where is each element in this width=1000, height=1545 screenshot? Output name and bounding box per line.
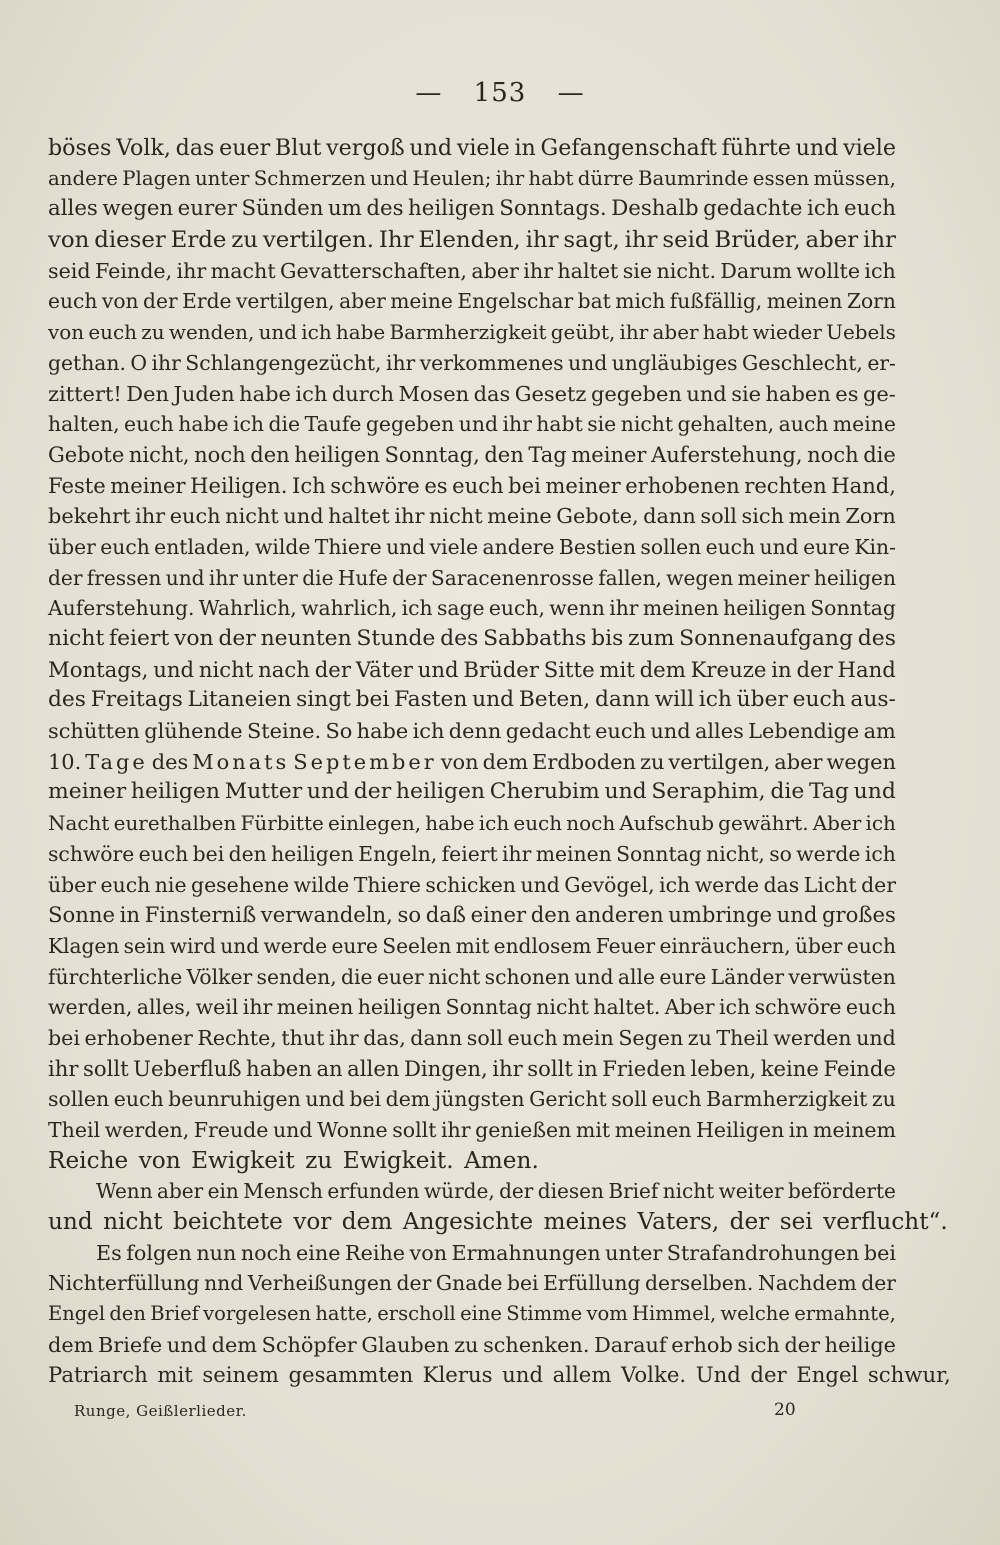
text-line: bekehrt ihr euch nicht und haltet ihr nicht meine Gebote, dann soll sich mein Zorn — [48, 504, 896, 529]
text-line: Wenn aber ein Mensch erfunden würde, der diesen Brief nicht weiter beförderte — [96, 1179, 896, 1204]
text-line: Klagen sein wird und werde eure Seelen mit endlosem Feuer einräuchern, über euch — [48, 933, 896, 958]
text-line: ihr sollt Ueberfluß haben an allen Dingen, ihr sollt in Frieden leben, keine Feinde — [48, 1055, 896, 1081]
text-line: andere Plagen unter Schmerzen und Heulen; ihr habt dürre Baumrinde essen müssen, — [48, 166, 896, 190]
text-line: Theil werden, Freude und Wonne sollt ihr genießen mit meinen Heiligen in meinem — [48, 1118, 896, 1142]
sheet-number: 20 — [774, 1400, 796, 1420]
page-header — [0, 78, 1000, 108]
header-dash-left: — — [415, 78, 443, 108]
text-line: böses Volk, das euer Blut vergoß und viele in Gefangenschaft führte und viele — [48, 135, 896, 161]
text-line: Feste meiner Heiligen. Ich schwöre es euch bei meiner erhobenen rechten Hand, — [48, 472, 896, 498]
text-line: euch von der Erde vertilgen, aber meine Engelschar bat mich fußfällig, meinen Zorn — [48, 289, 896, 314]
text-line: schütten glühende Steine. So habe ich denn gedacht euch und alles Lebendige am — [48, 719, 896, 744]
text-line: über euch entladen, wilde Thiere und viele andere Bestien sollen euch und eure Kin- — [48, 534, 896, 559]
text-line: werden, alles, weil ihr meinen heiligen Sonntag nicht haltet. Aber ich schwöre euch — [48, 995, 896, 1020]
text-line: Gebote nicht, noch den heiligen Sonntag, den Tag meiner Auferstehung, noch die — [48, 441, 896, 467]
text-line: halten, euch habe ich die Taufe gegeben und ihr habt sie nicht gehalten, auch meine — [48, 412, 896, 437]
text-line: Es folgen nun noch eine Reihe von Ermahnungen unter Strafandrohungen bei — [96, 1240, 896, 1265]
text-line: Sonne in Finsterniß verwandeln, so daß einer den anderen umbringe und großes — [48, 902, 896, 928]
text-line: Montags, und nicht nach der Väter und Brüder Sitte mit dem Kreuze in der Hand — [48, 656, 896, 682]
text-line: von euch zu wenden, und ich habe Barmherzigkeit geübt, ihr aber habt wieder Uebels — [48, 320, 896, 345]
text-line: Nacht eurethalben Fürbitte einlegen, habe ich euch noch Aufschub gewährt. Aber ich — [48, 811, 896, 836]
text-line: alles wegen eurer Sünden um des heiligen Sonntags. Deshalb gedachte ich euch — [48, 196, 896, 222]
text-line: dem Briefe und dem Schöpfer Glauben zu schenken. Darauf erhob sich der heilige — [48, 1332, 896, 1357]
text-line: Engel den Brief vorgelesen hatte, erscholl eine Stimme vom Himmel, welche ermahnte, — [48, 1302, 896, 1326]
text-line: der fressen und ihr unter die Hufe der Saracenenrosse fallen, wegen meiner heiligen — [48, 565, 896, 590]
text-line: zittert! Den Juden habe ich durch Mosen das Gesetz gegeben und sie haben es ge- — [48, 381, 896, 406]
text-line: bei erhobener Rechte, thut ihr das, dann soll euch mein Segen zu Theil werden und — [48, 1025, 896, 1050]
text-line: Reiche von Ewigkeit zu Ewigkeit. Amen. — [48, 1146, 539, 1174]
text-line: Patriarch mit seinem gesammten Klerus und allem Volke. Und der Engel schwur, — [48, 1362, 951, 1388]
text-line: Auferstehung. Wahrlich, wahrlich, ich sage euch, wenn ihr meinen heiligen Sonntag — [48, 596, 896, 621]
text-line: von dieser Erde zu vertilgen. Ihr Elenden, ihr sagt, ihr seid Brüder, aber ihr — [48, 227, 896, 254]
text-line: 10. Tage des Monats September von dem Erdboden zu vertilgen, aber wegen — [48, 749, 896, 774]
page-number: 153 — [473, 78, 527, 108]
text-line: über euch nie gesehene wilde Thiere schicken und Gevögel, ich werde das Licht der — [48, 872, 896, 897]
text-line: seid Feinde, ihr macht Gevatterschaften, aber ihr haltet sie nicht. Darum wollte ich — [48, 258, 896, 283]
header-dash-right: — — [557, 78, 585, 108]
text-line: meiner heiligen Mutter und der heiligen Cherubim und Seraphim, die Tag und — [48, 779, 896, 805]
body-text — [48, 133, 951, 1391]
text-line: fürchterliche Völker senden, die euer nicht schonen und alle eure Länder verwüsten — [48, 964, 896, 989]
text-line: und nicht beichtete vor dem Angesichte meines Vaters, der sei verflucht“. — [48, 1208, 948, 1236]
text-line: schwöre euch bei den heiligen Engeln, feiert ihr meinen Sonntag nicht, so werde ich — [48, 841, 896, 866]
text-line: des Freitags Litaneien singt bei Fasten und Beten, dann will ich über euch aus- — [48, 687, 896, 713]
text-line: gethan. O ihr Schlangengezücht, ihr verkommenes und ungläubiges Geschlecht, er- — [48, 350, 896, 375]
text-line: Nichterfüllung nnd Verheißungen der Gnade bei Erfüllung derselben. Nachdem der — [48, 1271, 896, 1296]
signature-mark: Runge, Geißlerlieder. — [74, 1402, 247, 1420]
text-line: nicht feiert von der neunten Stunde des Sabbaths bis zum Sonnenaufgang des — [48, 626, 896, 651]
text-line: sollen euch beunruhigen und bei dem jüngsten Gericht soll euch Barmherzigkeit zu — [48, 1087, 896, 1112]
